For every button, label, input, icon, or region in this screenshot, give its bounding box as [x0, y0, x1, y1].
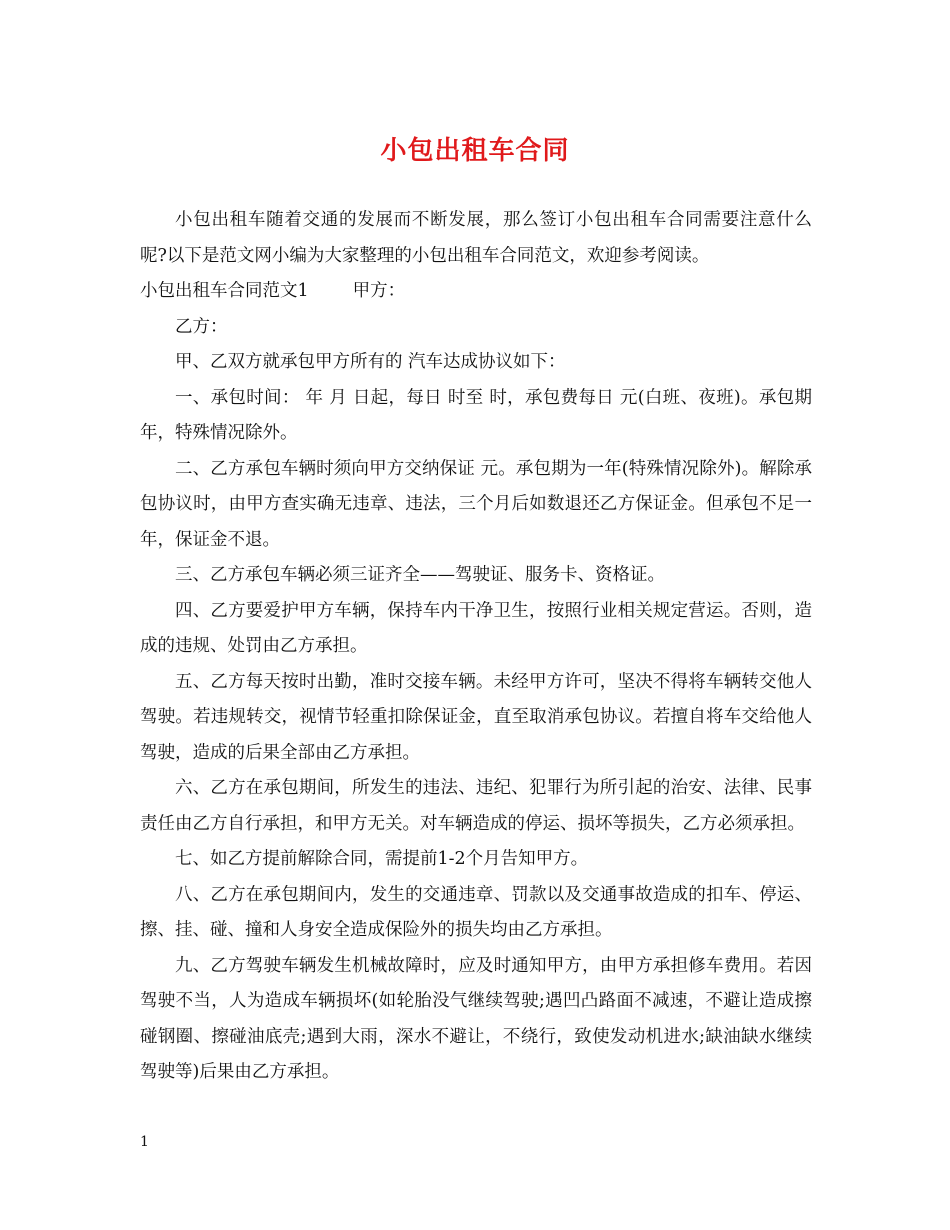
clause-1: 一、承包时间： 年 月 日起，每日 时至 时，承包费每日 元(白班、夜班)。承包期 年，特殊情况除外。: [140, 387, 812, 443]
sample-heading: 小包出租车合同范文1: [140, 281, 309, 301]
clause-3: 三、乙方承包车辆必须三证齐全——驾驶证、服务卡、资格证。: [175, 565, 665, 585]
clause-5: 五、乙方每天按时出勤，准时交接车辆。未经甲方许可，坚决不得将车辆转交他人驾驶。若违规转交，视情节轻重扣除保证金，直至取消承包协议。若擅自将车交给他人驾驶，造成的后果全部由乙方承担。: [140, 671, 812, 763]
clause-4: 四、乙方要爱护甲方车辆，保持车内干净卫生，按照行业相关规定营运。否则，造成的违规、处罚由乙方承担。: [140, 600, 812, 656]
clause-9: 九、乙方驾驶车辆发生机械故障时，应及时通知甲方，由甲方承担修车费用。若因驾驶不当，人为造成车辆损坏(如轮胎没气继续驾驶;遇凹凸路面不减速，不避让造成擦碰钢圈、擦碰油底壳;遇到大雨，深水不避让，不绕行，致使发动机进水;缺油缺水继续驾驶等)后果由乙方承担。: [140, 955, 812, 1082]
agreement-intro: 甲、乙双方就承包甲方所有的 汽车达成协议如下：: [175, 352, 566, 372]
clause-6: 六、乙方在承包期间，所发生的违法、违纪、犯罪行为所引起的治安、法律、民事责任由乙方自行承担，和甲方无关。对车辆造成的停运、损坏等损失，乙方必须承担。: [140, 778, 812, 834]
document-body: [140, 203, 812, 1091]
clause-8: 八、乙方在承包期间内，发生的交通违章、罚款以及交通事故造成的扣车、停运、擦、挂、碰、撞和人身安全造成保险外的损失均由乙方承担。: [140, 884, 812, 940]
clause-7: 七、如乙方提前解除合同，需提前1-2个月告知甲方。: [175, 849, 589, 869]
page-number: 1: [140, 1134, 149, 1150]
intro-paragraph: 小包出租车随着交通的发展而不断发展，那么签订小包出租车合同需要注意什么呢?以下是范文网小编为大家整理的小包出租车合同范文，欢迎参考阅读。: [140, 210, 812, 266]
clause-2: 二、乙方承包车辆时须向甲方交纳保证 元。承包期为一年(特殊情况除外)。解除承包协议时，由甲方查实确无违章、违法，三个月后如数退还乙方保证金。但承包不足一年，保证金不退。: [140, 458, 812, 550]
sample-heading-line: [140, 274, 812, 310]
party-a-label: 甲方：: [352, 281, 406, 301]
party-b-label: 乙方：: [175, 316, 228, 337]
document-title: 小包出租车合同: [380, 136, 570, 166]
